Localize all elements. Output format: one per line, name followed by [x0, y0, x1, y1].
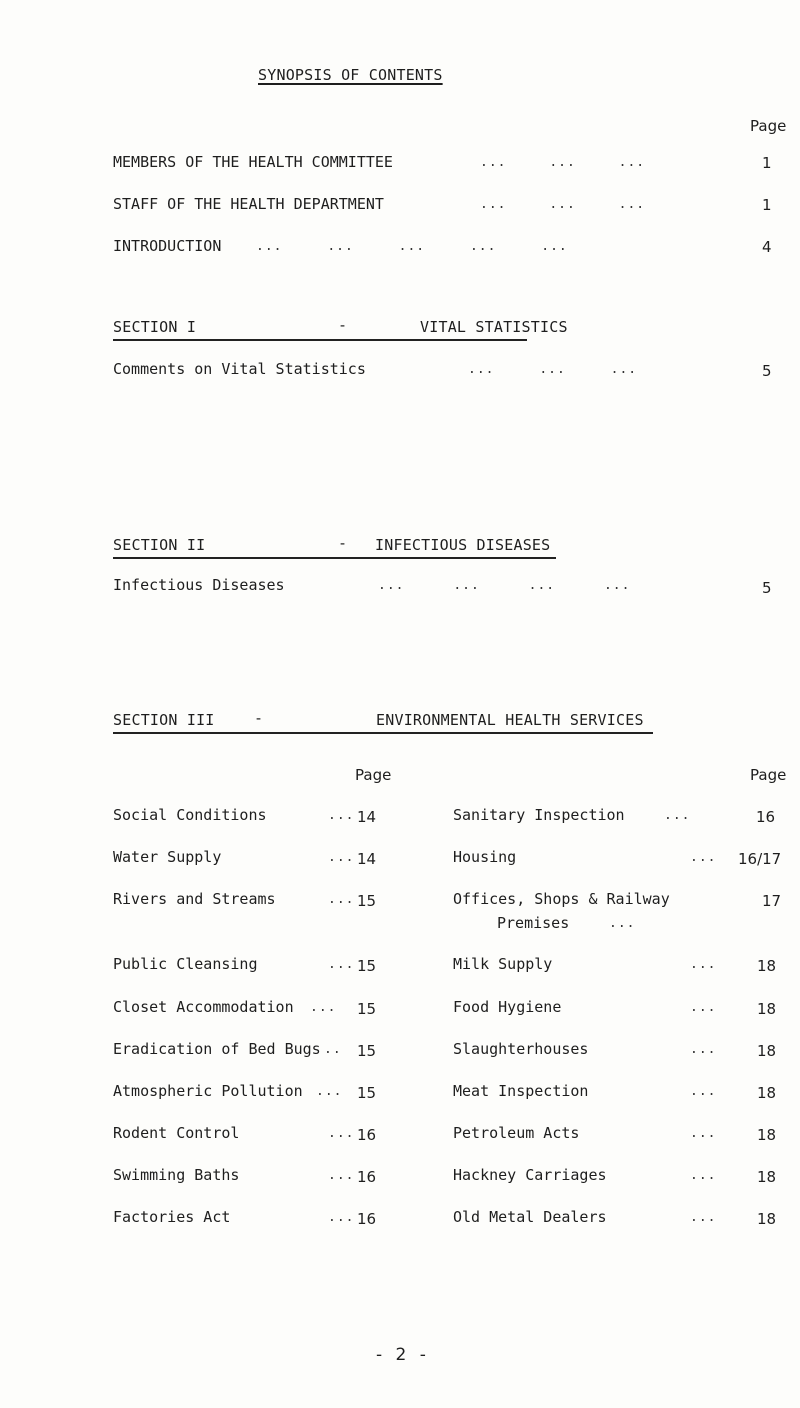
- toc-entry-page: 16: [357, 1126, 377, 1144]
- leader-dots: ...: [664, 808, 691, 823]
- toc-entry-label: Swimming Baths: [113, 1166, 240, 1184]
- leader-dots: ...: [609, 916, 636, 931]
- leader-dots: ...: [690, 1126, 717, 1141]
- leader-dots: ...: [690, 1168, 717, 1183]
- toc-entry-page: 16: [756, 808, 776, 826]
- toc-entry-label: Housing: [453, 848, 517, 866]
- toc-entry-label: Sanitary Inspection: [453, 806, 625, 824]
- toc-entry-page: 18: [757, 1210, 777, 1228]
- section-dash: -: [254, 709, 264, 727]
- right-page-header: Page: [750, 766, 787, 784]
- toc-entry-page: 18: [757, 1084, 777, 1102]
- toc-entry-page: 16/17: [738, 850, 782, 868]
- toc-entry-label-continued: Premises: [497, 914, 570, 932]
- leader-dots: ... ... ...: [480, 197, 646, 212]
- toc-entry-label: Food Hygiene: [453, 998, 562, 1016]
- toc-entry-label: MEMBERS OF THE HEALTH COMMITTEE: [113, 153, 393, 171]
- leader-dots: ...: [316, 1084, 343, 1099]
- page-title: SYNOPSIS OF CONTENTS: [258, 66, 443, 84]
- toc-entry-page: 17: [762, 892, 782, 910]
- toc-entry-label: Atmospheric Pollution: [113, 1082, 303, 1100]
- section-underline: [113, 732, 653, 734]
- leader-dots: ...: [310, 1000, 337, 1015]
- leader-dots: ...: [328, 808, 355, 823]
- toc-entry-page: 18: [757, 1042, 777, 1060]
- leader-dots: ...: [690, 957, 717, 972]
- toc-entry-label: Meat Inspection: [453, 1082, 589, 1100]
- leader-dots: ...: [690, 1000, 717, 1015]
- toc-entry-page: 15: [357, 892, 377, 910]
- leader-dots: ..: [324, 1042, 342, 1057]
- leader-dots: ...: [328, 957, 355, 972]
- leader-dots: ...: [328, 850, 355, 865]
- toc-entry-label: Petroleum Acts: [453, 1124, 580, 1142]
- section-underline: [113, 339, 527, 341]
- leader-dots: ...: [328, 1168, 355, 1183]
- toc-entry-label: Infectious Diseases: [113, 576, 285, 594]
- footer-page-number: - 2 -: [376, 1345, 426, 1365]
- toc-entry-page: 14: [357, 850, 377, 868]
- toc-entry-label: Eradication of Bed Bugs: [113, 1040, 321, 1058]
- toc-entry-page: 5: [762, 579, 772, 597]
- section-title: ENVIRONMENTAL HEALTH SERVICES: [376, 711, 644, 729]
- toc-entry-label: Public Cleansing: [113, 955, 258, 973]
- leader-dots: ...: [328, 1126, 355, 1141]
- toc-entry-label: Closet Accommodation: [113, 998, 294, 1016]
- toc-entry-page: 18: [757, 957, 777, 975]
- toc-entry-page: 15: [357, 1042, 377, 1060]
- leader-dots: ...: [690, 1042, 717, 1057]
- section-heading: SECTION II: [113, 536, 206, 554]
- toc-entry-page: 5: [762, 362, 772, 380]
- left-page-header: Page: [355, 766, 392, 784]
- section-underline: [113, 557, 556, 559]
- toc-entry-page: 16: [357, 1210, 377, 1228]
- section-title: VITAL STATISTICS: [420, 318, 568, 336]
- toc-entry-label: Rodent Control: [113, 1124, 240, 1142]
- toc-entry-page: 14: [357, 808, 377, 826]
- toc-entry-page: 4: [762, 238, 772, 256]
- leader-dots: ...: [690, 1084, 717, 1099]
- toc-entry-page: 18: [757, 1000, 777, 1018]
- toc-entry-label: Rivers and Streams: [113, 890, 276, 908]
- toc-entry-label: Social Conditions: [113, 806, 267, 824]
- leader-dots: ... ... ...: [468, 362, 638, 377]
- leader-dots: ... ... ... ...: [378, 578, 631, 593]
- toc-entry-page: 1: [762, 196, 772, 214]
- leader-dots: ...: [690, 1210, 717, 1225]
- toc-entry-label: Comments on Vital Statistics: [113, 360, 366, 378]
- toc-entry-label: Milk Supply: [453, 955, 553, 973]
- leader-dots: ... ... ... ... ...: [256, 239, 568, 254]
- toc-entry-label: Hackney Carriages: [453, 1166, 607, 1184]
- toc-entry-label: INTRODUCTION: [113, 237, 222, 255]
- toc-entry-page: 15: [357, 957, 377, 975]
- toc-entry-page: 15: [357, 1084, 377, 1102]
- page-column-header: Page: [750, 117, 787, 135]
- section-title: INFECTIOUS DISEASES: [375, 536, 551, 554]
- section-dash: -: [338, 534, 348, 552]
- toc-entry-label: Offices, Shops & Railway: [453, 890, 670, 908]
- toc-entry-page: 18: [757, 1126, 777, 1144]
- toc-entry-label: Old Metal Dealers: [453, 1208, 607, 1226]
- toc-entry-page: 15: [357, 1000, 377, 1018]
- leader-dots: ...: [690, 850, 717, 865]
- toc-entry-label: Water Supply: [113, 848, 222, 866]
- toc-entry-label: Slaughterhouses: [453, 1040, 589, 1058]
- section-heading: SECTION I: [113, 318, 197, 336]
- toc-entry-page: 16: [357, 1168, 377, 1186]
- section-dash: -: [338, 316, 348, 334]
- toc-entry-label: STAFF OF THE HEALTH DEPARTMENT: [113, 195, 384, 213]
- toc-entry-page: 1: [762, 154, 772, 172]
- toc-entry-page: 18: [757, 1168, 777, 1186]
- toc-entry-label: Factories Act: [113, 1208, 231, 1226]
- leader-dots: ...: [328, 892, 355, 907]
- leader-dots: ... ... ...: [480, 155, 646, 170]
- section-heading: SECTION III: [113, 711, 215, 729]
- leader-dots: ...: [328, 1210, 355, 1225]
